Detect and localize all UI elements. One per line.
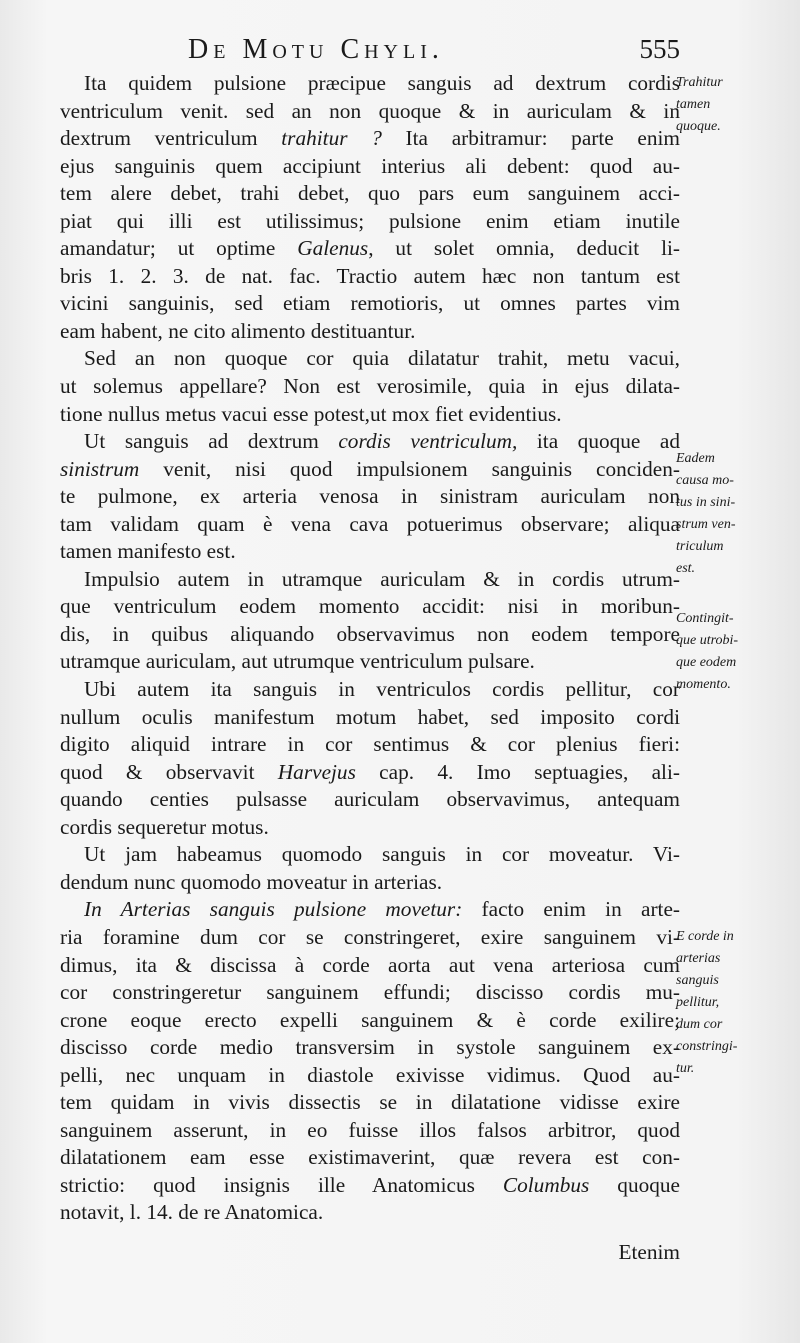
running-head: De Motu Chyli.: [188, 34, 444, 65]
catchword: Etenim: [618, 1239, 680, 1264]
margin-note-line: Contingit-: [676, 611, 734, 626]
text-line: [60, 841, 680, 869]
text-line: [60, 676, 680, 704]
text-run: cap. 4. Imo septuagies, ali-: [355, 759, 680, 784]
text-line: [60, 1034, 680, 1062]
text-run: dendum nunc quomodo moveatur in arterias.: [60, 869, 443, 894]
page-header: [60, 34, 680, 70]
text-run: bris 1. 2. 3. de nat. fac. Tractio autem hæc non tantum est: [60, 263, 680, 288]
margin-note-line: que utrobi-: [676, 633, 739, 648]
text-run: tamen manifesto est.: [60, 539, 236, 564]
margin-note-line: que eodem: [676, 655, 737, 670]
margin-note-line: tus in sini-: [676, 495, 736, 510]
text-line: [60, 1199, 680, 1227]
text-line: [60, 814, 680, 842]
paragraph: [60, 841, 680, 896]
paragraph: [60, 896, 680, 1227]
text-run: quoque: [589, 1172, 680, 1197]
text-line: [60, 1062, 680, 1090]
page-number: 555: [639, 34, 680, 64]
text-run: piat qui illi est utilissimus; pulsione enim etiam inutile: [60, 208, 680, 233]
text-line: [60, 456, 680, 484]
text-run: cor constringeretur sanguinem effundi; discisso cordis mu-: [60, 980, 680, 1005]
text-line: [60, 1117, 680, 1145]
margin-note-line: Eadem: [676, 451, 715, 466]
text-run: amandatur; ut optime: [60, 236, 298, 261]
italic-text: cordis ventriculum,: [338, 429, 518, 454]
italic-text: Galenus: [297, 236, 369, 261]
text-line: [60, 869, 680, 897]
margin-note-line: est.: [676, 561, 696, 576]
italic-text: In Arterias sanguis pulsione movetur:: [84, 897, 463, 922]
text-run: dextrum ventriculum: [60, 126, 282, 151]
text-run: ita quoque ad: [517, 429, 680, 454]
text-run: tam validam quam è vena cava potuerimus observare; aliqua: [60, 511, 680, 536]
text-run: dimus, ita & discissa à corde aorta aut vena arteriosa cum: [60, 952, 680, 977]
margin-note-contingitque: [676, 608, 796, 696]
text-run: que ventriculum eodem momento accidit: nisi in moribun-: [60, 594, 680, 619]
text-run: facto enim in arte-: [462, 897, 680, 922]
margin-note-trahitur: [676, 72, 796, 138]
text-line: [60, 648, 680, 676]
text-run: discisso corde medio transversim in systole sanguinem ex-: [60, 1035, 680, 1060]
body-text: [60, 70, 680, 1267]
italic-text: sinistrum: [60, 456, 140, 481]
margin-note-line: momento.: [676, 677, 731, 692]
text-run: digito aliquid intrare in cor sentimus & cor plenius fieri:: [60, 732, 680, 757]
text-line: [60, 593, 680, 621]
text-run: tem quidam in vivis dissectis se in dilatatione vidisse exire: [60, 1090, 680, 1115]
text-run: te pulmone, ex arteria venosa in sinistram auriculam non: [60, 484, 680, 509]
text-line: [60, 483, 680, 511]
text-run: dilatationem eam esse existimaverint, quæ revera est con-: [60, 1145, 680, 1170]
paragraph: [60, 70, 680, 345]
margin-note-eadem-causa: [676, 448, 796, 580]
text-line: [60, 208, 680, 236]
text-line: [60, 1172, 680, 1200]
text-run: tione nullus metus vacui esse potest,ut mox fiet evidentius.: [60, 401, 562, 426]
text-run: utramque auriculam, aut utrumque ventriculum pulsare.: [60, 649, 535, 674]
text-line: [60, 290, 680, 318]
margin-note-line: dum cor: [676, 1017, 723, 1032]
text-line: [60, 153, 680, 181]
margin-note-line: strum ven-: [676, 517, 736, 532]
margin-note-line: constringi-: [676, 1039, 738, 1054]
text-run: quando centies pulsasse auriculam observavimus, antequam: [60, 787, 680, 812]
margin-note-line: E corde in: [676, 929, 734, 944]
text-run: crone eoque erecto expelli sanguinem & è corde exilire;: [60, 1007, 680, 1032]
text-line: [60, 566, 680, 594]
text-run: Ut sanguis ad dextrum: [84, 429, 339, 454]
italic-text: Columbus: [502, 1172, 590, 1197]
text-run: quod & observavit: [60, 759, 278, 784]
text-line: [60, 1089, 680, 1117]
paragraph: [60, 566, 680, 676]
text-run: dis, in quibus aliquando observavimus non eodem tempore: [60, 621, 680, 646]
text-run: ejus sanguinis quem accipiunt interius ali debent: quod au-: [60, 153, 680, 178]
text-run: cordis sequeretur motus.: [60, 814, 269, 839]
text-run: Ut jam habeamus quomodo sanguis in cor moveatur. Vi-: [84, 842, 680, 867]
text-line: [60, 896, 680, 924]
margin-note-line: pellitur,: [676, 995, 720, 1010]
text-run: ventriculum venit. sed an non quoque & in auriculam & in: [60, 98, 680, 123]
text-line: [60, 428, 680, 456]
text-line: [60, 263, 680, 291]
text-run: nullum oculis manifestum motum habet, sed imposito cordi: [60, 704, 680, 729]
text-line: [60, 98, 680, 126]
margin-note-line: tur.: [676, 1061, 695, 1076]
paragraph: [60, 428, 680, 566]
margin-note-line: Trahitur: [676, 75, 723, 90]
text-run: tem alere debet, trahi debet, quo pars eum sanguinem acci-: [60, 181, 680, 206]
margin-note-line: tamen: [676, 97, 711, 112]
text-line: [60, 373, 680, 401]
text-line: [60, 786, 680, 814]
text-run: ut solemus appellare? Non est verosimile, quia in ejus dilata-: [60, 374, 680, 399]
text-line: [60, 180, 680, 208]
italic-text: trahitur ?: [281, 126, 382, 151]
text-line: [60, 952, 680, 980]
text-run: Impulsio autem in utramque auriculam & in cordis utrum-: [84, 566, 680, 591]
margin-note-line: quoque.: [676, 119, 721, 134]
text-run: eam habent, ne cito alimento destituantur.: [60, 318, 416, 343]
text-line: [60, 704, 680, 732]
text-line: [60, 70, 680, 98]
paragraph: [60, 345, 680, 428]
text-line: [60, 511, 680, 539]
text-line: [60, 318, 680, 346]
text-line: [60, 1007, 680, 1035]
text-line: [60, 731, 680, 759]
text-line: [60, 538, 680, 566]
text-run: , ut solet omnia, deducit li-: [368, 236, 680, 261]
text-run: Ita arbitramur: parte enim: [381, 126, 680, 151]
text-run: sanguinem asserunt, in eo fuisse illos falsos arbitror, quod: [60, 1117, 680, 1142]
margin-note-line: triculum: [676, 539, 724, 554]
text-run: Ita quidem pulsione præcipue sanguis ad dextrum cordis: [84, 71, 680, 95]
text-run: pelli, nec unquam in diastole exivisse vidimus. Quod au-: [60, 1062, 680, 1087]
text-line: [60, 235, 680, 263]
text-run: notavit, l. 14. de re Anatomica.: [60, 1200, 324, 1225]
text-run: venit, nisi quod impulsionem sanguinis conciden-: [139, 456, 680, 481]
text-run: vicini sanguinis, sed etiam remotioris, ut omnes partes vim: [60, 291, 680, 316]
text-line: [60, 924, 680, 952]
text-run: strictio: quod insignis ille Anatomicus: [60, 1172, 503, 1197]
text-line: [60, 401, 680, 429]
margin-note-e-corde: [676, 926, 796, 1080]
text-line: [60, 1144, 680, 1172]
text-run: ria foramine dum cor se constringeret, exire sanguinem vi-: [60, 924, 680, 949]
text-line: [60, 759, 680, 787]
text-line: [60, 345, 680, 373]
text-run: Ubi autem ita sanguis in ventriculos cordis pellitur, cor: [84, 677, 680, 702]
italic-text: Harvejus: [277, 759, 356, 784]
text-line: [60, 621, 680, 649]
margin-note-line: sanguis: [676, 973, 719, 988]
text-line: [60, 125, 680, 153]
margin-note-line: causa mo-: [676, 473, 734, 488]
margin-note-line: arterias: [676, 951, 721, 966]
text-line: [60, 979, 680, 1007]
paragraph: [60, 676, 680, 841]
text-run: Sed an non quoque cor quia dilatatur trahit, metu vacui,: [84, 346, 680, 371]
